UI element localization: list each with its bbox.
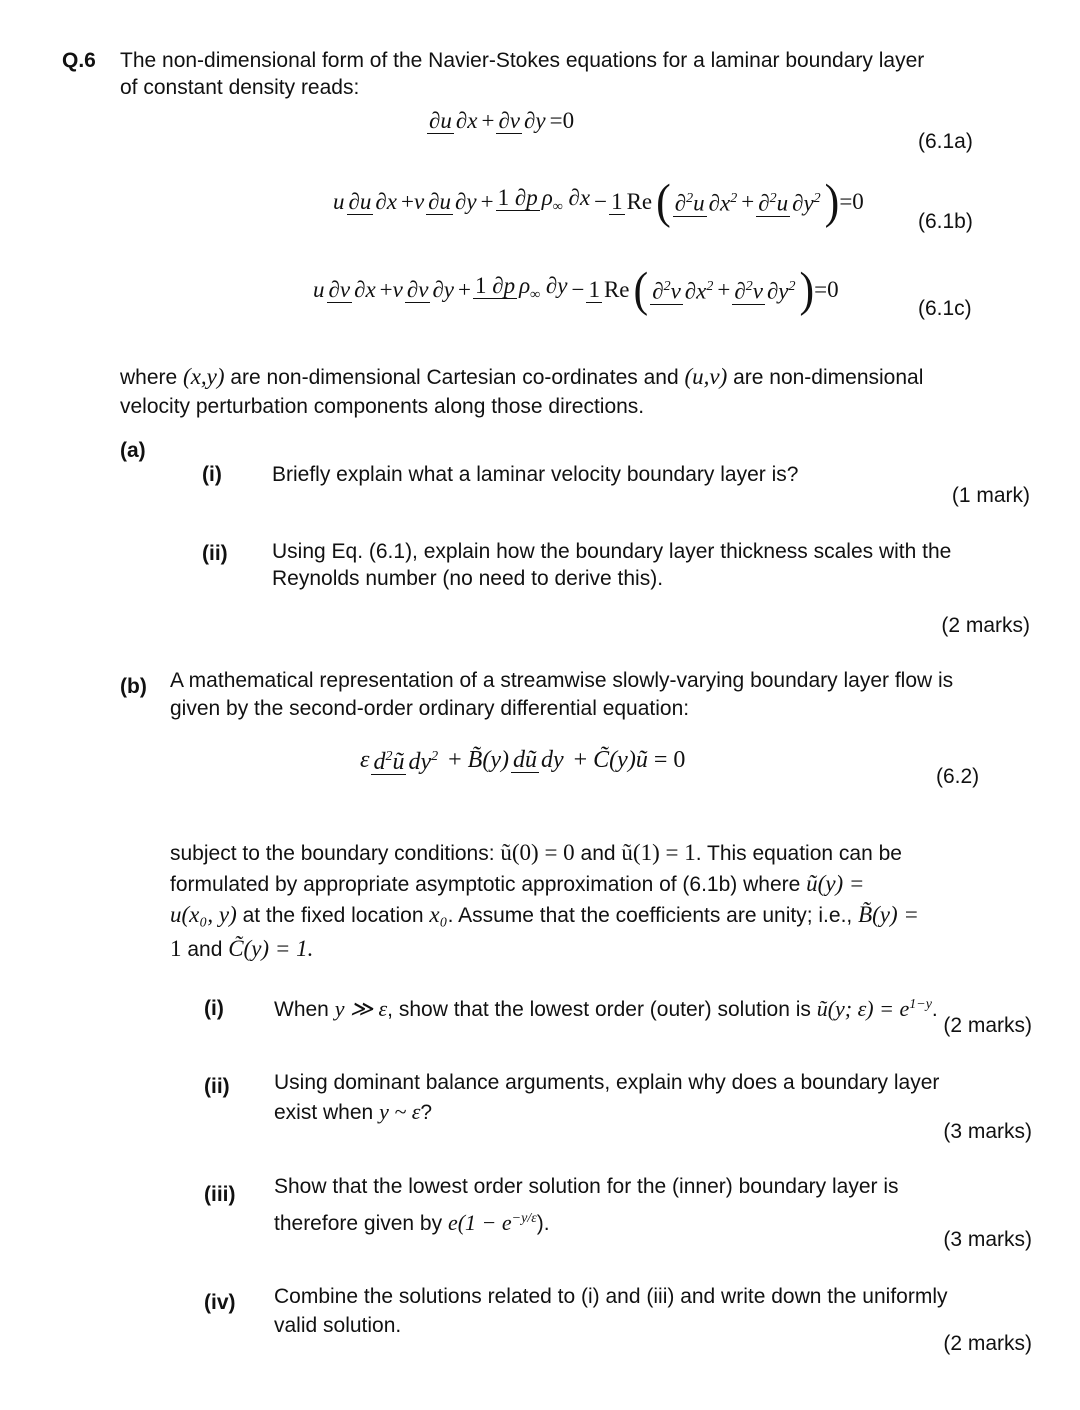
part-b-iv-label: (iv)	[204, 1291, 236, 1314]
part-a-ii-line-1: Using Eq. (6.1), explain how the boundary layer thickness scales with the	[272, 540, 952, 563]
intro-line-2: of constant density reads:	[120, 76, 360, 99]
part-b-iv-marks: (2 marks)	[943, 1332, 1032, 1355]
part-a-ii-marks: (2 marks)	[941, 614, 1030, 637]
question-number: Q.6	[62, 49, 96, 72]
where-line-2: velocity perturbation components along those directions.	[120, 395, 645, 418]
bc-line-3: u(x₀, y) at the fixed location x₀. Assume that the coefficients are unity; i.e., B̃(y) =	[170, 902, 919, 927]
part-b-i-text: When y ≫ ε, show that the lowest order (outer) solution is ũ(y; $\varepsilon) = e^{1-y}$.	[274, 996, 938, 1021]
part-b-i-label: (i)	[204, 997, 224, 1020]
part-b-ii-line-2: exist when y ~ ε?	[274, 1099, 433, 1124]
part-a-i-marks: (1 mark)	[951, 484, 1030, 507]
part-a-label: (a)	[120, 439, 146, 462]
part-b-line-1: A mathematical representation of a streamwise slowly-varying boundary layer flow is	[170, 669, 954, 692]
eq-label-6-2: (6.2)	[936, 765, 980, 788]
eq-label-6-1a: (6.1a)	[918, 130, 973, 153]
bc-line-2: formulated by appropriate asymptotic approximation of (6.1b) where ũ(y) =	[170, 871, 865, 896]
part-b-ii-marks: (3 marks)	[943, 1120, 1032, 1143]
part-b-iv-line-1: Combine the solutions related to (i) and (iii) and write down the uniformly	[274, 1285, 948, 1308]
bc-line-4: 1 and C̃(y) = 1.	[170, 936, 314, 961]
part-a-i-label: (i)	[202, 463, 222, 486]
part-b-label: (b)	[120, 675, 147, 698]
eq-label-6-1c: (6.1c)	[918, 297, 972, 320]
bc-line-1: subject to the boundary conditions: ũ(0) = 0 and ũ(1) = 1. This equation can be	[170, 840, 902, 865]
part-b-ii-label: (ii)	[204, 1075, 230, 1098]
part-b-i-marks: (2 marks)	[943, 1014, 1032, 1037]
equation-6-1b: u ∂u ∂x + v ∂u ∂y + 1 ∂p $\rho_\infty$ ∂x − 1 Re ( ∂$^2$u $\partial x^2$ + ∂$^2$u $\partial y^2$ ) =0	[333, 174, 864, 229]
where-line-1: where (x,y) are non-dimensional Cartesian co-ordinates and (u,v) are non-dimensional	[120, 364, 924, 389]
part-a-ii-label: (ii)	[202, 542, 228, 565]
part-b-iv-line-2: valid solution.	[274, 1314, 402, 1337]
intro-line-1: The non-dimensional form of the Navier-Stokes equations for a laminar boundary layer	[120, 49, 925, 72]
part-a-ii-line-2: Reynolds number (no need to derive this).	[272, 567, 664, 590]
equation-6-2: ε $d^2ũ$ $dy^2$ + B̃(y) dũ dy + C̃(y)ũ = 0	[360, 747, 686, 775]
equation-6-1c: u ∂v ∂x + v ∂v ∂y + 1 ∂p $\rho_\infty$ ∂y − 1 Re ( ∂$^2$v $\partial x^2$ + ∂$^2$v $\partial y^2$ ) =0	[313, 262, 839, 317]
equation-6-1a: ∂u ∂x + ∂v ∂y =0	[429, 108, 575, 133]
part-b-iii-label: (iii)	[204, 1183, 236, 1206]
part-b-line-2: given by the second-order ordinary differential equation:	[170, 697, 690, 720]
part-b-iii-line-2: therefore given by $e(1 - e^{-y/\varepsilon})$.	[274, 1210, 550, 1235]
part-b-ii-line-1: Using dominant balance arguments, explain why does a boundary layer	[274, 1071, 940, 1094]
eq-label-6-1b: (6.1b)	[918, 210, 973, 233]
part-b-iii-marks: (3 marks)	[943, 1228, 1032, 1251]
part-a-i-text: Briefly explain what a laminar velocity boundary layer is?	[272, 463, 799, 486]
part-b-iii-line-1: Show that the lowest order solution for the (inner) boundary layer is	[274, 1175, 899, 1198]
